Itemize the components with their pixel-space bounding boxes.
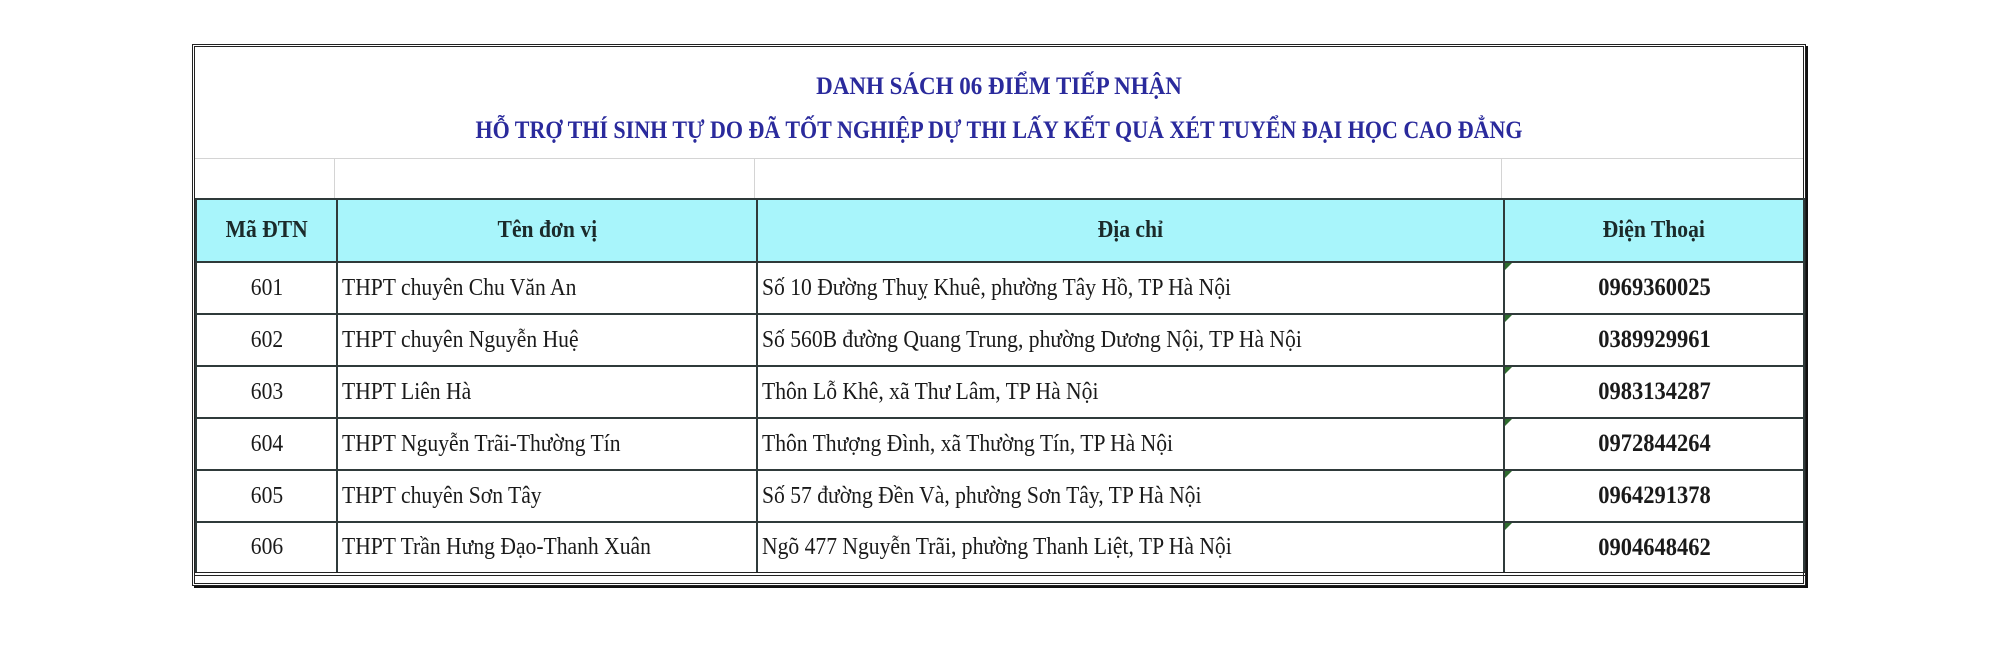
table-row bbox=[196, 522, 1804, 574]
cell-code[interactable]: 606 bbox=[196, 522, 337, 574]
table-row bbox=[196, 262, 1804, 314]
gridline bbox=[1501, 159, 1502, 199]
text-number-flag-icon bbox=[1505, 367, 1512, 374]
document-title: DANH SÁCH 06 ĐIỂM TIẾP NHẬN bbox=[816, 73, 1182, 100]
table-row bbox=[196, 418, 1804, 470]
cell-code[interactable]: 604 bbox=[196, 418, 337, 470]
reception-points-table bbox=[195, 198, 1805, 576]
cell-phone[interactable]: 0972844264 bbox=[1504, 418, 1804, 470]
cell-phone[interactable]: 0904648462 bbox=[1504, 522, 1804, 574]
empty-spacer-row bbox=[195, 158, 1803, 198]
cell-phone[interactable]: 0983134287 bbox=[1504, 366, 1804, 418]
column-header-address: Địa chỉ bbox=[757, 199, 1504, 262]
cell-name[interactable]: THPT Liên Hà bbox=[337, 366, 757, 418]
cell-name[interactable]: THPT chuyên Nguyễn Huệ bbox=[337, 314, 757, 366]
cell-name[interactable]: THPT chuyên Sơn Tây bbox=[337, 470, 757, 522]
cell-phone[interactable]: 0964291378 bbox=[1504, 470, 1804, 522]
document-title-block bbox=[195, 47, 1803, 158]
document-subtitle: HỖ TRỢ THÍ SINH TỰ DO ĐÃ TỐT NGHIỆP DỰ THI LẤY KẾT QUẢ XÉT TUYỂN ĐẠI HỌC CAO ĐẲNG bbox=[475, 117, 1523, 144]
cell-code[interactable]: 602 bbox=[196, 314, 337, 366]
column-header-phone: Điện Thoại bbox=[1504, 199, 1804, 262]
text-number-flag-icon bbox=[1505, 315, 1512, 322]
cell-address[interactable]: Số 57 đường Đền Và, phường Sơn Tây, TP Hà Nội bbox=[757, 470, 1504, 522]
cell-address[interactable]: Số 10 Đường Thuỵ Khuê, phường Tây Hồ, TP Hà Nội bbox=[757, 262, 1504, 314]
cell-code[interactable]: 605 bbox=[196, 470, 337, 522]
cell-code[interactable]: 601 bbox=[196, 262, 337, 314]
cell-address[interactable]: Thôn Lỗ Khê, xã Thư Lâm, TP Hà Nội bbox=[757, 366, 1504, 418]
cell-name[interactable]: THPT Trần Hưng Đạo-Thanh Xuân bbox=[337, 522, 757, 574]
cell-name[interactable]: THPT chuyên Chu Văn An bbox=[337, 262, 757, 314]
spreadsheet-frame bbox=[192, 44, 1806, 586]
gridline bbox=[334, 159, 335, 199]
text-number-flag-icon bbox=[1505, 263, 1512, 270]
text-number-flag-icon bbox=[1505, 419, 1512, 426]
cell-code[interactable]: 603 bbox=[196, 366, 337, 418]
cell-phone[interactable]: 0389929961 bbox=[1504, 314, 1804, 366]
gridline bbox=[754, 159, 755, 199]
cell-address[interactable]: Ngõ 477 Nguyễn Trãi, phường Thanh Liệt, TP Hà Nội bbox=[757, 522, 1504, 574]
cell-address[interactable]: Số 560B đường Quang Trung, phường Dương Nội, TP Hà Nội bbox=[757, 314, 1504, 366]
text-number-flag-icon bbox=[1505, 471, 1512, 478]
table-header-row bbox=[196, 199, 1804, 262]
text-number-flag-icon bbox=[1505, 523, 1512, 530]
column-header-name: Tên đơn vị bbox=[337, 199, 757, 262]
cell-phone[interactable]: 0969360025 bbox=[1504, 262, 1804, 314]
cell-name[interactable]: THPT Nguyễn Trãi-Thường Tín bbox=[337, 418, 757, 470]
table-row bbox=[196, 366, 1804, 418]
cell-address[interactable]: Thôn Thượng Đình, xã Thường Tín, TP Hà Nội bbox=[757, 418, 1504, 470]
table-row bbox=[196, 314, 1804, 366]
column-header-code: Mã ĐTN bbox=[196, 199, 337, 262]
table-row bbox=[196, 470, 1804, 522]
